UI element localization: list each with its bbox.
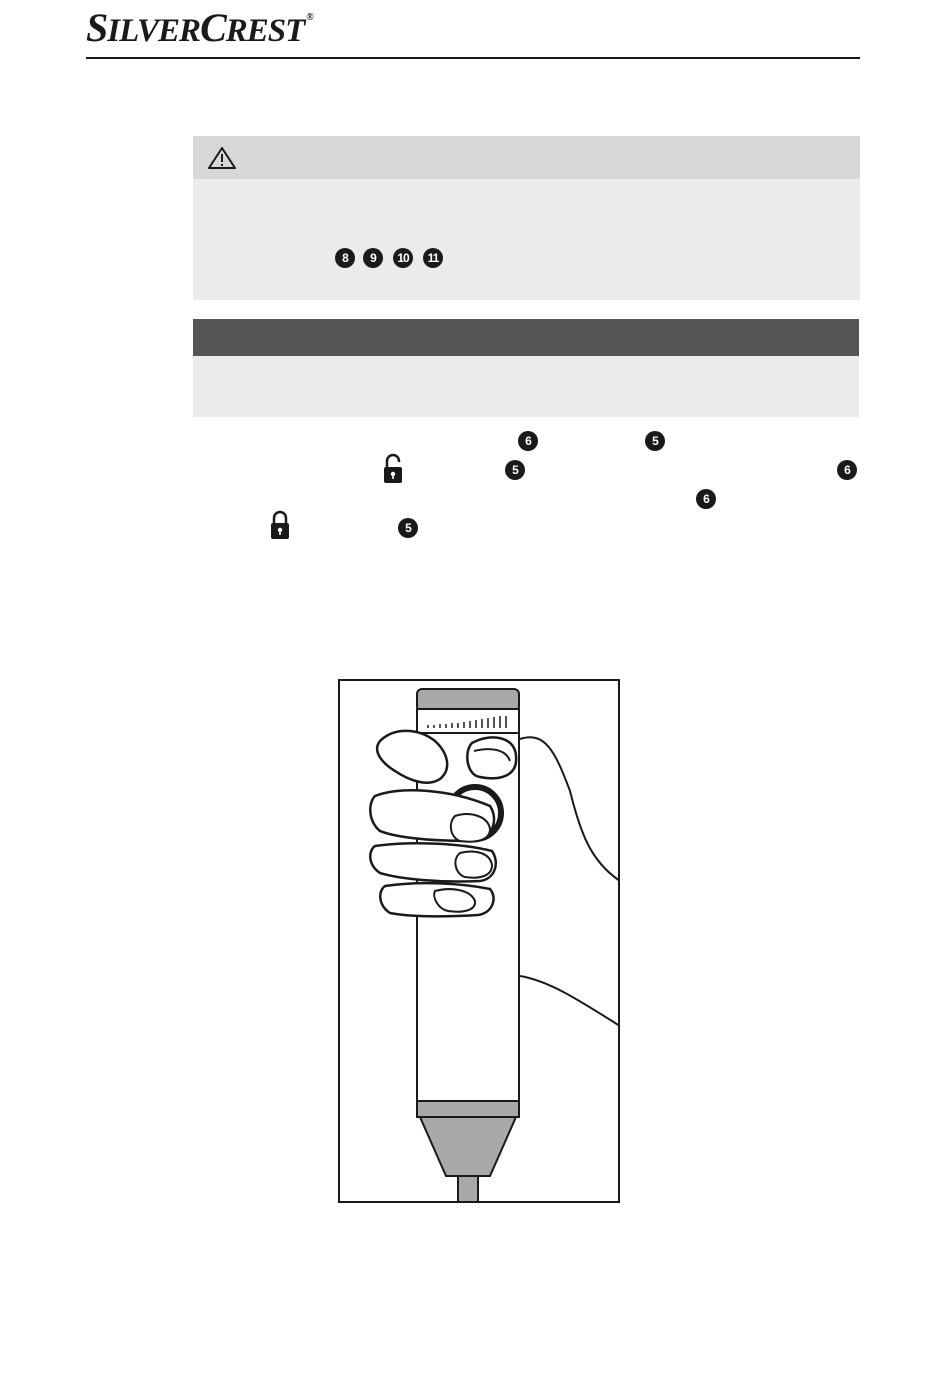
warning-body xyxy=(193,179,860,300)
header-rule xyxy=(86,57,860,59)
part-badge-11: 11 xyxy=(423,248,443,268)
part-badge-5: 5 xyxy=(645,431,665,451)
hand-blender-drawing xyxy=(340,681,618,1201)
part-badge-5: 5 xyxy=(505,460,525,480)
part-badge-6: 6 xyxy=(696,489,716,509)
brand-logo: SILVERCREST ® xyxy=(86,5,313,50)
note-body xyxy=(193,356,859,417)
part-badge-9: 9 xyxy=(363,248,383,268)
warning-triangle-icon xyxy=(207,146,237,170)
part-badge-10: 10 xyxy=(393,248,413,268)
lock-icon xyxy=(268,509,292,541)
unlock-icon xyxy=(382,453,404,485)
part-badge-6: 6 xyxy=(837,460,857,480)
hand-blender-illustration xyxy=(338,679,620,1203)
warning-header xyxy=(193,136,860,179)
part-badge-5: 5 xyxy=(398,518,418,538)
part-badge-8: 8 xyxy=(335,248,355,268)
note-header xyxy=(193,319,859,356)
part-badge-6: 6 xyxy=(518,431,538,451)
